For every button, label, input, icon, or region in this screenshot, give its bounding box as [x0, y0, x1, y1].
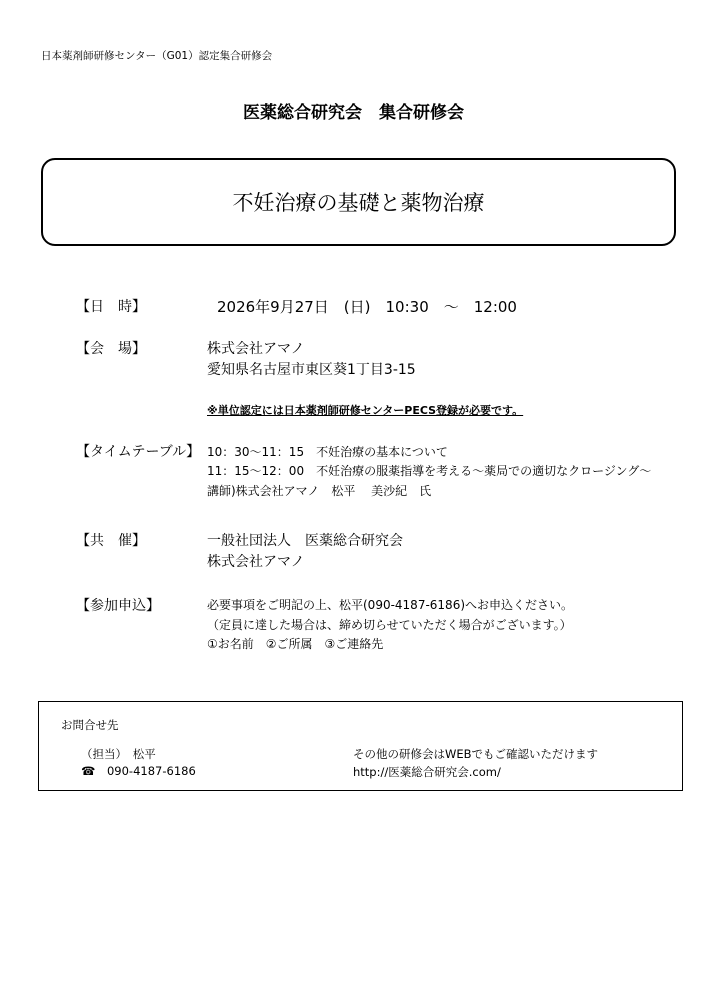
registration-label: 【参加申込】	[76, 598, 160, 614]
website-link[interactable]: http://医薬総合研究会.com/	[353, 765, 501, 779]
timetable-line: 11：15～12：00 不妊治療の服薬指導を考える～薬局での適切なクロージング～	[207, 464, 652, 478]
cohost-line: 株式会社アマノ	[207, 554, 305, 570]
contact-phone-row	[81, 764, 196, 778]
theme-box	[41, 158, 676, 246]
pecs-note: ※単位認定には日本薬剤師研修センターPECS登録が必要です。	[207, 404, 524, 417]
timetable-label: 【タイムテーブル】	[76, 444, 201, 460]
datetime-label: 【日 時】	[76, 299, 146, 315]
certification-text: 日本薬剤師研修センター（G01）認定集合研修会	[41, 50, 273, 62]
venue-label: 【会 場】	[76, 341, 146, 357]
registration-line: （定員に達した場合は、締め切らせていただく場合がございます。）	[207, 618, 572, 632]
datetime-value: 2026年9月27日 (日) 10:30 ～ 12:00	[217, 298, 517, 316]
venue-address: 愛知県名古屋市東区葵1丁目3-15	[207, 362, 416, 378]
cohost-label: 【共 催】	[76, 533, 146, 549]
lecturer-line: 講師)株式会社アマノ 松平 美沙紀 氏	[207, 484, 432, 498]
cohost-line: 一般社団法人 医薬総合研究会	[207, 533, 403, 549]
contact-phone[interactable]: 090-4187-6186	[106, 764, 196, 778]
theme-title: 不妊治療の基礎と薬物治療	[232, 191, 485, 215]
contact-box	[38, 701, 683, 791]
contact-heading: お問合せ先	[61, 718, 119, 732]
timetable-line: 10：30～11：15 不妊治療の基本について	[207, 445, 448, 459]
telephone-icon: ☎	[81, 764, 96, 778]
venue-name: 株式会社アマノ	[207, 341, 305, 357]
registration-line: ①お名前 ②ご所属 ③ご連絡先	[207, 637, 384, 651]
page-title: 医薬総合研究会 集合研修会	[243, 103, 464, 123]
contact-person: （担当） 松平	[81, 747, 156, 761]
other-seminars-text: その他の研修会はWEBでもご確認いただけます	[353, 747, 599, 761]
registration-line: 必要事項をご明記の上、松平(090-4187-6186)へお申込ください。	[207, 598, 574, 612]
